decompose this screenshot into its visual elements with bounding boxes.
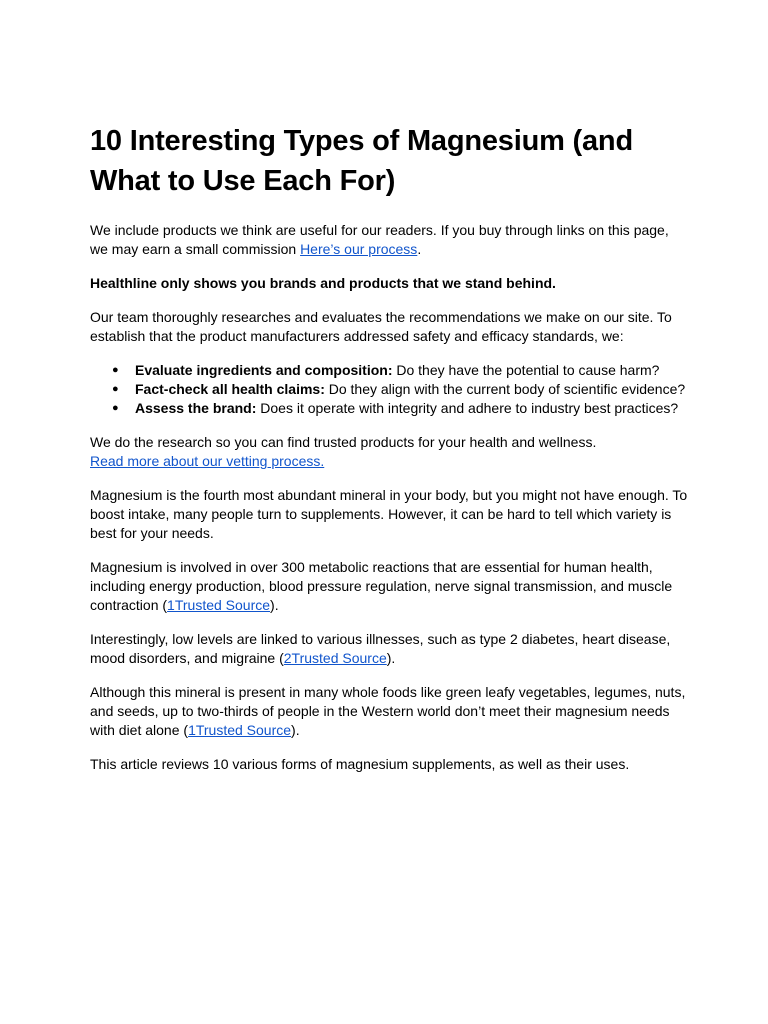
our-process-link[interactable]: Here’s our process <box>300 241 418 257</box>
list-item <box>90 399 690 418</box>
article <box>90 121 690 789</box>
list-item <box>90 361 690 380</box>
affiliate-disclosure <box>90 221 690 259</box>
paragraph-text: Although this mineral is present in many whole foods like green leafy vegetables, legumes, nuts, and seeds, up to two-thirds of people in the Western world don’t meet their magnesium needs with diet alone ( <box>90 684 686 738</box>
vetting-process-link[interactable]: Read more about our vetting process. <box>90 453 325 469</box>
trusted-source-link-3[interactable]: 1Trusted Source <box>188 722 292 738</box>
bullet-icon: ● <box>112 402 119 414</box>
standards-heading-text: Healthline only shows you brands and products that we stand behind. <box>90 275 556 291</box>
list-item-bold: Assess the brand: <box>135 400 257 416</box>
disclosure-after: . <box>417 241 422 257</box>
paragraph-illnesses <box>90 630 690 668</box>
list-item-bold: Fact-check all health claims: <box>135 381 325 397</box>
list-item-text: Do they align with the current body of scientific evidence? <box>324 381 686 397</box>
research-text: We do the research so you can find trusted products for your health and wellness. <box>90 434 597 450</box>
list-item-bold: Evaluate ingredients and composition: <box>135 362 393 378</box>
standards-heading <box>90 274 690 293</box>
paragraph-text: Interestingly, low levels are linked to various illnesses, such as type 2 diabetes, heart disease, mood disorders, and migraine ( <box>90 631 671 666</box>
paragraph-intro: Magnesium is the fourth most abundant mineral in your body, but you might not have enough. To boost intake, many people turn to supplements. However, it can be hard to tell which variety is best for your needs. <box>90 487 688 541</box>
paragraph-after: ). <box>386 650 396 666</box>
list-item <box>90 380 690 399</box>
vetting-checklist <box>90 361 690 418</box>
list-item-text: Does it operate with integrity and adhere to industry best practices? <box>256 400 679 416</box>
paragraph-text: Magnesium is involved in over 300 metabolic reactions that are essential for human health, including energy production, blood pressure regulation, nerve signal transmission, and muscle contraction ( <box>90 559 673 613</box>
article-title: 10 Interesting Types of Magnesium (and What to Use Each For) <box>90 125 633 197</box>
list-item-text: Do they have the potential to cause harm? <box>392 362 660 378</box>
paragraph-summary: This article reviews 10 various forms of magnesium supplements, as well as their uses. <box>90 756 630 772</box>
trusted-source-link-2[interactable]: 2Trusted Source <box>283 650 387 666</box>
paragraph-foods <box>90 683 690 740</box>
research-note <box>90 433 690 471</box>
team-intro: Our team thoroughly researches and evaluates the recommendations we make on our site. To establish that the product manufacturers addressed safety and efficacy standards, we: <box>90 309 672 344</box>
paragraph-metabolic <box>90 558 690 615</box>
trusted-source-link-1[interactable]: 1Trusted Source <box>167 597 271 613</box>
bullet-icon: ● <box>112 364 119 376</box>
paragraph-after: ). <box>291 722 300 738</box>
paragraph-after: ). <box>270 597 279 613</box>
bullet-icon: ● <box>112 383 119 395</box>
disclosure-text: We include products we think are useful for our readers. If you buy through links on this page, we may earn a small commission <box>90 222 669 257</box>
